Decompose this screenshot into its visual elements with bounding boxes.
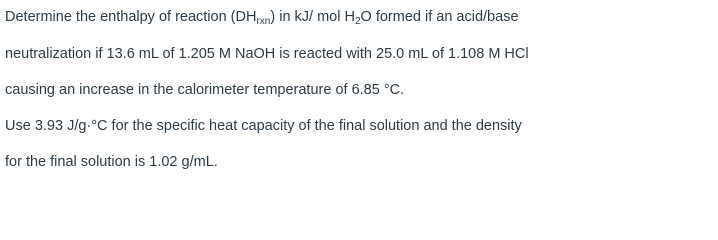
line1-text-end: O formed if an acid/base: [360, 9, 519, 25]
subscript-rxn: rxn: [256, 16, 271, 27]
question-line-3: causing an increase in the calorimeter temperature of 6.85 °C.: [5, 82, 405, 98]
question-line-1: [5, 8, 519, 26]
subscript-2: 2: [354, 16, 361, 27]
line1-text-start: Determine the enthalpy of reaction (DH: [5, 9, 257, 25]
question-line-4: Use 3.93 J/g·°C for the specific heat capacity of the final solution and the density: [5, 118, 522, 134]
line1-text-middle: ) in kJ/ mol H: [270, 9, 355, 25]
question-line-2: neutralization if 13.6 mL of 1.205 M NaOH is reacted with 25.0 mL of 1.108 M HCl: [5, 46, 529, 62]
question-line-5: for the final solution is 1.02 g/mL.: [5, 154, 218, 170]
